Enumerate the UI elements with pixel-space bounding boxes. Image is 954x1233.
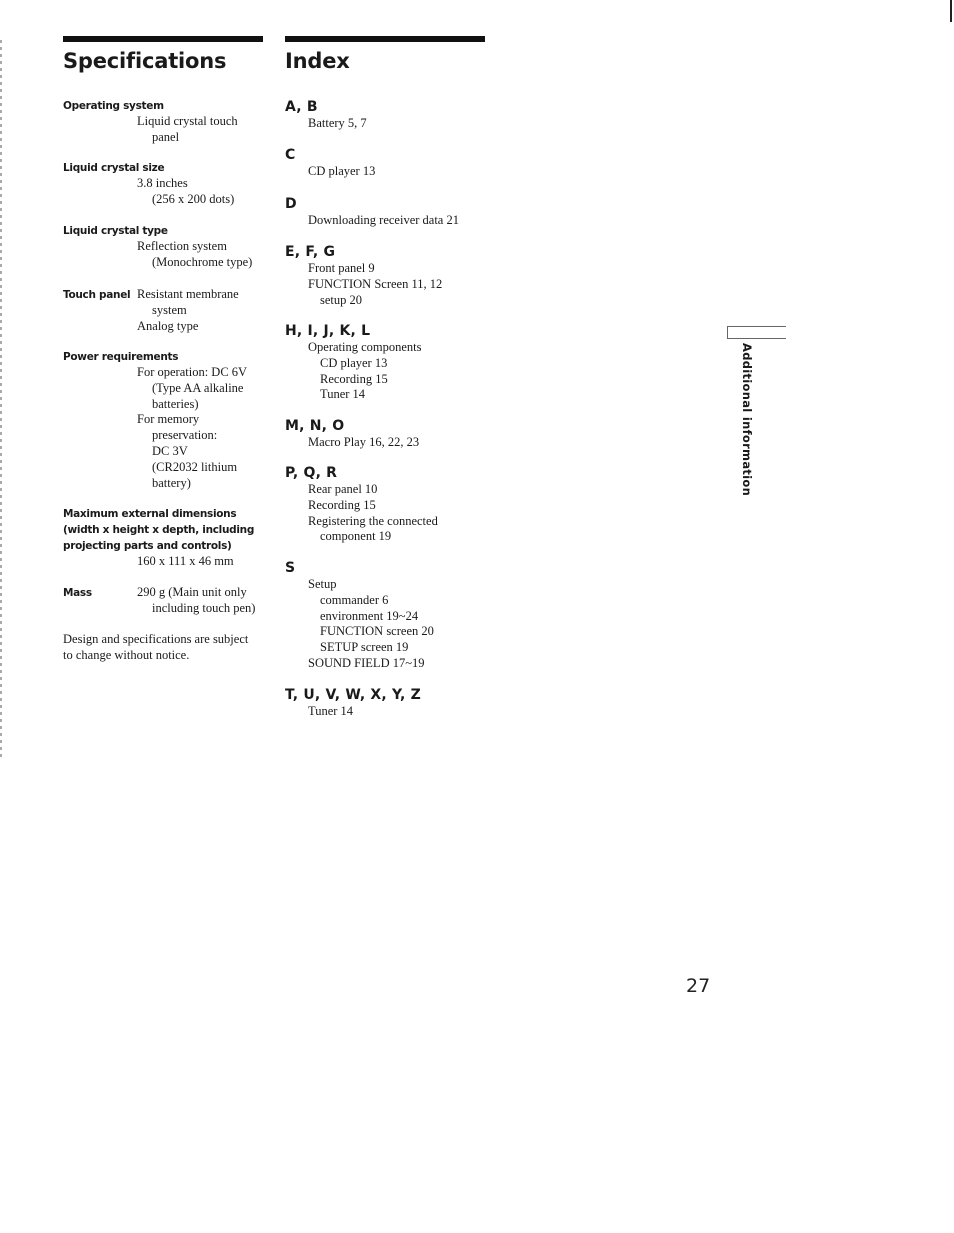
index-section-c — [285, 146, 485, 180]
index-entry: CD player 13 — [308, 164, 376, 178]
spec-value: 3.8 inches (256 x 200 dots) — [137, 176, 235, 206]
index-section-mno — [285, 417, 485, 451]
spec-value: Liquid crystal touch panel — [137, 114, 238, 144]
index-entry: Downloading receiver data 21 — [308, 213, 459, 227]
index-subentry: component 19 — [320, 529, 392, 544]
index-entry: Operating components — [308, 340, 422, 354]
scan-edge-mark — [0, 40, 2, 760]
spec-label: Operating system — [63, 100, 164, 112]
index-subentry: SETUP screen 19 — [320, 640, 409, 655]
index-letter-heading: S — [285, 560, 296, 576]
spec-label: Liquid crystal size — [63, 162, 165, 174]
index-letter-heading: E, F, G — [285, 244, 336, 260]
index-entry: SOUND FIELD 17~19 — [308, 655, 425, 670]
index-entry: Battery 5, 7 — [308, 116, 367, 130]
index-subentry: environment 19~24 — [320, 608, 419, 623]
specifications-title: Specifications — [63, 49, 227, 73]
spec-label: Liquid crystal type — [63, 225, 168, 237]
index-entry: Registering the connected — [308, 513, 438, 528]
index-section-d — [285, 195, 485, 229]
index-entry: Macro Play 16, 22, 23 — [308, 435, 420, 449]
index-subentry: commander 6 — [320, 592, 389, 607]
specifications-column — [63, 36, 263, 662]
spec-touch-panel — [63, 287, 268, 334]
index-column — [285, 36, 485, 718]
scan-edge-mark-right — [950, 0, 952, 22]
spec-label: Maximum external dimensions (width x height x depth, including projecting parts and controls) — [63, 508, 255, 552]
section-rule — [63, 36, 263, 42]
index-subentry: Recording 15 — [320, 371, 388, 386]
index-subentry: FUNCTION screen 20 — [320, 624, 434, 639]
index-section-tuvwxyz — [285, 686, 485, 720]
spec-value: 160 x 111 x 46 mm — [137, 554, 234, 568]
index-entry: FUNCTION Screen 11, 12 — [308, 276, 443, 291]
spec-value: Resistant membrane system Analog type — [137, 287, 239, 333]
spec-value: Reflection system (Monochrome type) — [137, 239, 253, 269]
spec-power-requirements — [63, 349, 268, 491]
spec-operating-system — [63, 98, 268, 146]
spec-lcd-type — [63, 223, 268, 271]
spec-disclaimer: Design and specifications are subject to change without notice. — [63, 632, 249, 662]
index-section-pqr — [285, 464, 485, 545]
index-section-hijkl — [285, 322, 485, 403]
section-rule — [285, 36, 485, 42]
index-entry: Front panel 9 — [308, 261, 375, 275]
index-section-efg — [285, 243, 485, 308]
index-letter-heading: A, B — [285, 99, 318, 115]
index-letter-heading: T, U, V, W, X, Y, Z — [285, 687, 421, 703]
index-subentry: CD player 13 — [320, 355, 388, 370]
index-section-ab — [285, 98, 485, 132]
index-title: Index — [285, 49, 350, 73]
spec-label: Power requirements — [63, 351, 179, 363]
spec-label: Mass — [63, 587, 92, 599]
index-entry: Rear panel 10 — [308, 482, 378, 496]
index-letter-heading: C — [285, 147, 296, 163]
index-entry: Recording 15 — [308, 497, 376, 512]
index-entry: Setup — [308, 577, 337, 591]
index-letter-heading: M, N, O — [285, 418, 345, 434]
spec-mass — [63, 585, 268, 617]
index-letter-heading: P, Q, R — [285, 465, 338, 481]
index-letter-heading: D — [285, 196, 297, 212]
index-subentry: setup 20 — [320, 292, 363, 307]
index-letter-heading: H, I, J, K, L — [285, 323, 371, 339]
spec-value: For operation: DC 6V (Type AA alkaline batteries) For memory preservation: DC 3V (CR2032 lithium battery) — [137, 365, 248, 490]
spec-label: Touch panel — [63, 289, 131, 301]
page-number: 27 — [686, 975, 711, 997]
spec-lcd-size — [63, 160, 268, 208]
index-section-s — [285, 559, 485, 672]
index-subentry: Tuner 14 — [320, 387, 366, 402]
index-entry: Tuner 14 — [308, 704, 354, 718]
spec-value: 290 g (Main unit only including touch pen) — [137, 585, 256, 615]
spec-max-dimensions — [63, 506, 268, 570]
chapter-side-label: Additional information — [740, 343, 754, 497]
chapter-tab-marker — [727, 326, 786, 339]
